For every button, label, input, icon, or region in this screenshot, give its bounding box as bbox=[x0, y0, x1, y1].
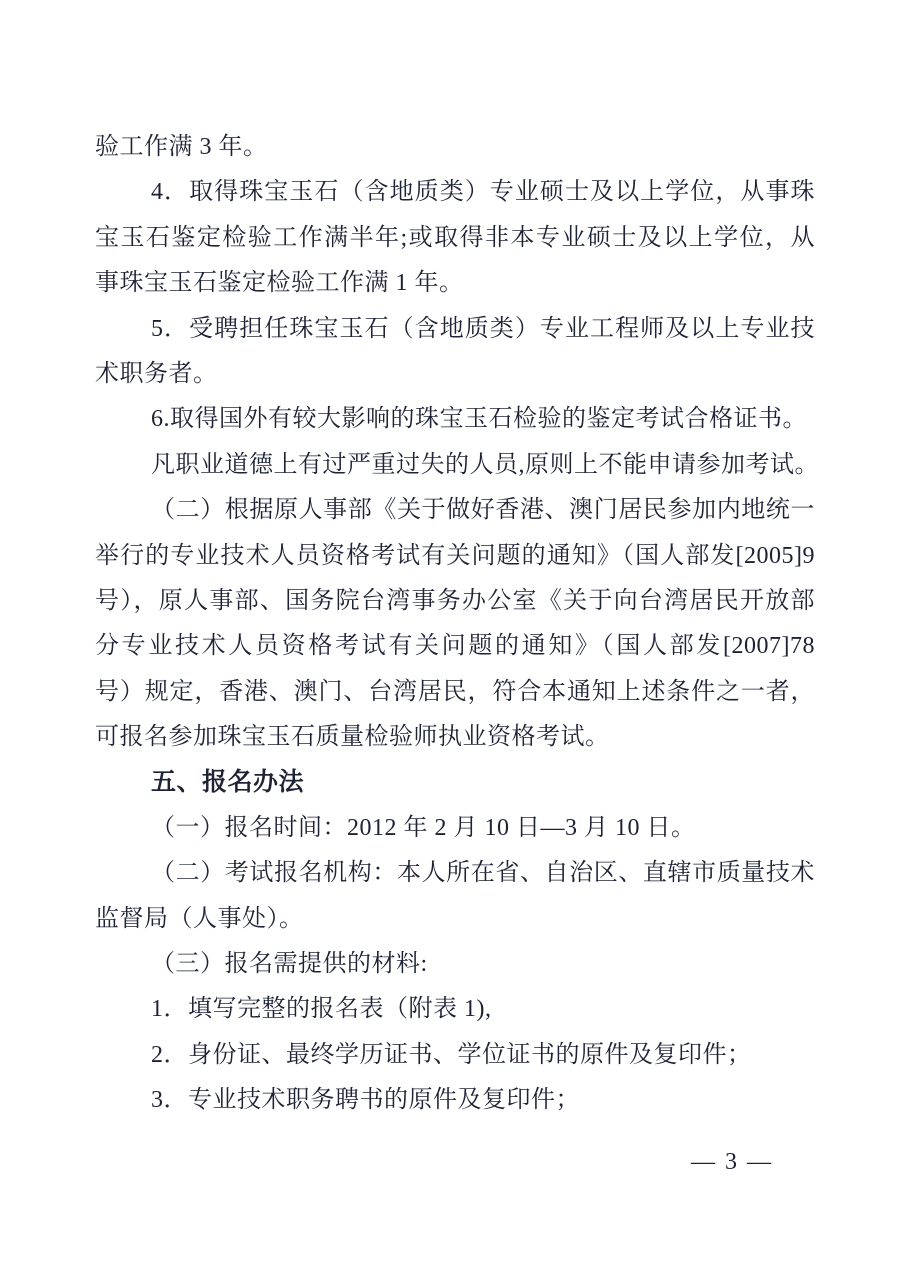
text-line: （二）考试报名机构：本人所在省、自治区、直辖市质量技术 bbox=[151, 860, 815, 887]
text-line: 凡职业道德上有过严重过失的人员,原则上不能申请参加考试。 bbox=[151, 451, 819, 478]
text-line: 号）规定，香港、澳门、台湾居民，符合本通知上述条件之一者， bbox=[95, 678, 815, 705]
text-line: 举行的专业技术人员资格考试有关问题的通知》（国人部发[2005]9 bbox=[95, 542, 815, 569]
page-number: — 3 — bbox=[691, 1149, 773, 1175]
text-line: （一）报名时间：2012 年 2 月 10 日—3 月 10 日。 bbox=[151, 814, 696, 841]
text-line: 5．受聘担任珠宝玉石（含地质类）专业工程师及以上专业技 bbox=[151, 315, 815, 342]
text-line: 宝玉石鉴定检验工作满半年;或取得非本专业硕士及以上学位，从 bbox=[95, 224, 815, 251]
text-line: （二）根据原人事部《关于做好香港、澳门居民参加内地统一 bbox=[151, 497, 815, 524]
text-line: 监督局（人事处）。 bbox=[95, 905, 304, 932]
text-line: 4．取得珠宝玉石（含地质类）专业硕士及以上学位，从事珠 bbox=[151, 179, 815, 206]
section-heading: 五、报名办法 bbox=[151, 769, 305, 797]
text-line: 1．填写完整的报名表（附表 1), bbox=[151, 996, 492, 1023]
document-body bbox=[95, 125, 819, 1124]
text-line: 2．身份证、最终学历证书、学位证书的原件及复印件； bbox=[151, 1041, 752, 1068]
text-line: 号），原人事部、国务院台湾事务办公室《关于向台湾居民开放部 bbox=[95, 587, 815, 614]
text-line: 事珠宝玉石鉴定检验工作满 1 年。 bbox=[95, 270, 464, 297]
text-line: 验工作满 3 年。 bbox=[95, 134, 268, 160]
text-line: 分专业技术人员资格考试有关问题的通知》（国人部发[2007]78 bbox=[95, 633, 815, 660]
text-line: 3．专业技术职务聘书的原件及复印件； bbox=[151, 1087, 580, 1114]
text-line: （三）报名需提供的材料: bbox=[151, 951, 428, 978]
text-line: 可报名参加珠宝玉石质量检验师执业资格考试。 bbox=[95, 724, 610, 751]
text-line: 6.取得国外有较大影响的珠宝玉石检验的鉴定考试合格证书。 bbox=[151, 406, 807, 433]
text-line: 术职务者。 bbox=[95, 360, 218, 387]
